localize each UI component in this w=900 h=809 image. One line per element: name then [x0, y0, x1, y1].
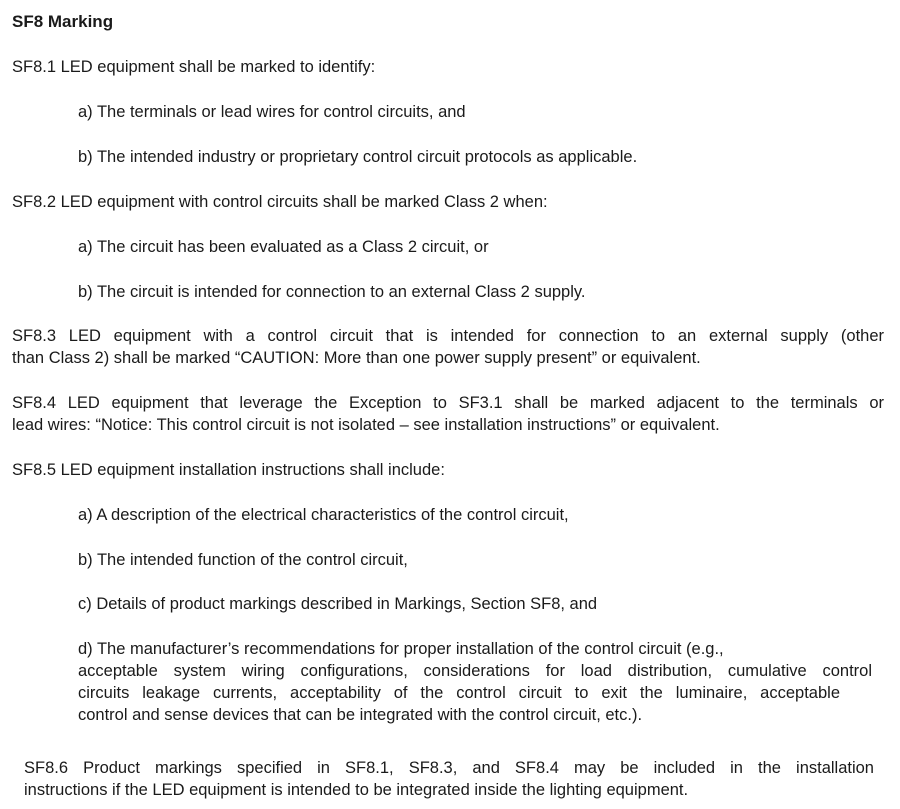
clause-sf8-5: SF8.5 LED equipment installation instructions shall include:	[12, 461, 445, 479]
clause-sf8-5-item-c: c) Details of product markings described in Markings, Section SF8, and	[78, 595, 598, 613]
clause-sf8-5-item-a: a) A description of the electrical characteristics of the control circuit,	[78, 506, 569, 524]
clause-sf8-4-line-1: SF8.4 LED equipment that leverage the Exception to SF3.1 shall be marked adjacent to the terminals or	[12, 394, 884, 412]
section-heading: SF8 Marking	[12, 12, 114, 31]
clause-sf8-6-line-2: instructions if the LED equipment is intended to be integrated inside the lighting equipment.	[24, 781, 689, 799]
clause-sf8-5-item-d-line-3: circuits leakage currents, acceptability of the control circuit to exit the luminaire, acceptable	[78, 684, 840, 702]
clause-sf8-1: SF8.1 LED equipment shall be marked to identify:	[12, 58, 376, 76]
clause-sf8-2-item-b: b) The circuit is intended for connection to an external Class 2 supply.	[78, 283, 586, 301]
clause-sf8-1-item-b: b) The intended industry or proprietary control circuit protocols as applicable.	[78, 148, 638, 166]
clause-sf8-4-line-2: lead wires: “Notice: This control circuit is not isolated – see installation instructions” or equivalent.	[12, 416, 720, 434]
clause-sf8-2-item-a: a) The circuit has been evaluated as a Class 2 circuit, or	[78, 238, 489, 256]
clause-sf8-5-item-b: b) The intended function of the control circuit,	[78, 551, 408, 569]
clause-sf8-5-item-d-line-1: d) The manufacturer’s recommendations for proper installation of the control circuit (e.g.,	[78, 640, 724, 658]
clause-sf8-5-item-d-line-2: acceptable system wiring configurations, considerations for load distribution, cumulative control	[78, 662, 872, 680]
clause-sf8-3-line-2: than Class 2) shall be marked “CAUTION: More than one power supply present” or equivalent.	[12, 349, 701, 367]
clause-sf8-2: SF8.2 LED equipment with control circuits shall be marked Class 2 when:	[12, 193, 548, 211]
clause-sf8-5-item-d-line-4: control and sense devices that can be integrated with the control circuit, etc.).	[78, 706, 643, 724]
clause-sf8-1-item-a: a) The terminals or lead wires for control circuits, and	[78, 103, 466, 121]
clause-sf8-6-line-1: SF8.6 Product markings specified in SF8.1, SF8.3, and SF8.4 may be included in the installation	[24, 759, 874, 777]
clause-sf8-3-line-1: SF8.3 LED equipment with a control circuit that is intended for connection to an external supply (other	[12, 327, 884, 345]
